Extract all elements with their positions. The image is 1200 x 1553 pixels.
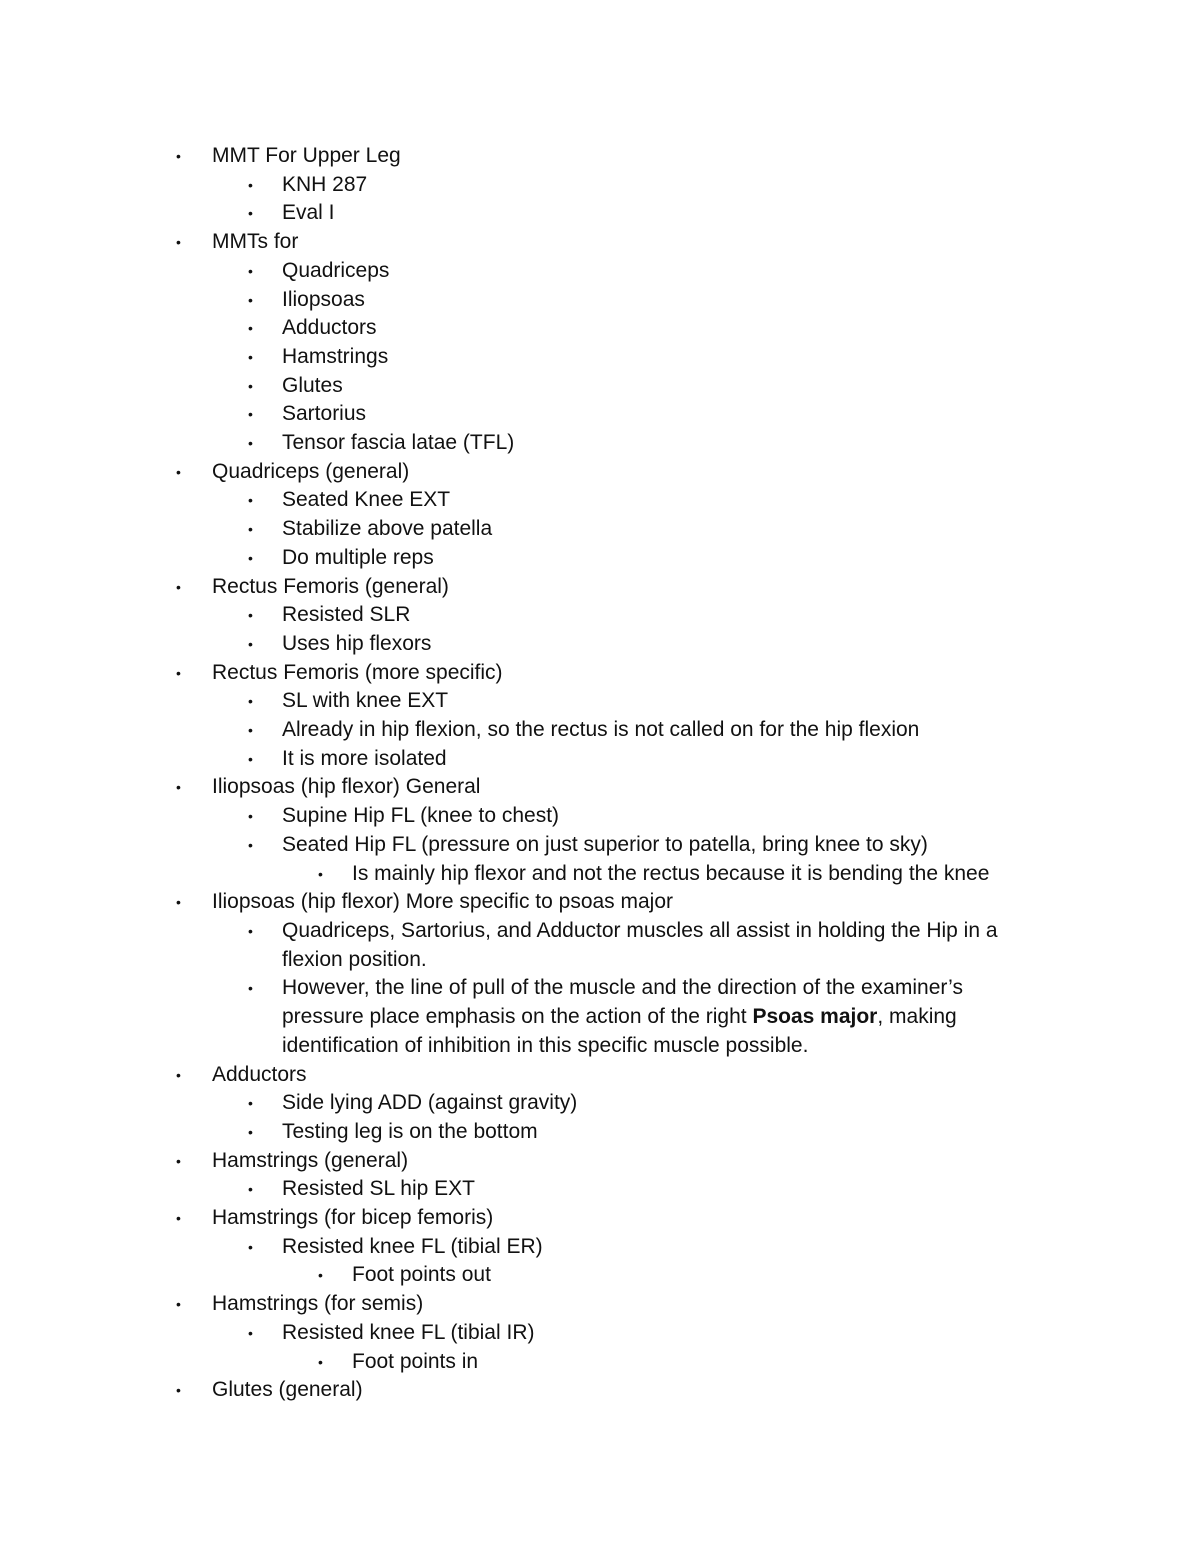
outline-text: MMTs for: [212, 230, 299, 254]
outline-item-level-1: [248, 171, 1200, 200]
outline-text: Supine Hip FL (knee to chest): [282, 804, 560, 828]
outline-text: Side lying ADD (against gravity): [282, 1091, 578, 1115]
outline-item-level-0: [176, 573, 1200, 602]
bullet-icon: •: [248, 1095, 253, 1112]
bullet-icon: •: [248, 808, 253, 825]
outline-item-level-1: [248, 372, 1200, 401]
bullet-icon: •: [248, 176, 253, 193]
bullet-icon: •: [248, 492, 253, 509]
bullet-icon: •: [248, 635, 253, 652]
bullet-icon: •: [248, 320, 253, 337]
outline-text: Foot points out: [352, 1263, 491, 1287]
outline-item-level-1: [248, 1118, 1200, 1147]
outline-text: However, the line of pull of the muscle and the direction of the examiner’s pressure place emphasis on the action of the right: [282, 976, 963, 1029]
outline-text: Hamstrings (general): [212, 1148, 409, 1172]
outline-item-level-0: [176, 228, 1200, 257]
outline-item-level-1: [248, 1089, 1200, 1118]
outline-text: Iliopsoas: [282, 287, 365, 311]
outline-text: Hamstrings: [282, 344, 389, 368]
bullet-icon: •: [248, 377, 253, 394]
bullet-icon: •: [248, 348, 253, 365]
outline-item-level-1: [248, 199, 1200, 228]
outline-text: Seated Knee EXT: [282, 488, 451, 512]
outline-text: It is more isolated: [282, 746, 447, 770]
outline-text: Quadriceps: [282, 258, 390, 282]
bullet-icon: •: [248, 836, 253, 853]
bullet-icon: •: [176, 664, 181, 681]
outline-text: Hamstrings (for semis): [212, 1292, 424, 1316]
outline-text: Adductors: [212, 1062, 307, 1086]
outline-text: Stabilize above patella: [282, 517, 493, 541]
bullet-icon: •: [248, 435, 253, 452]
outline-item-level-1: [248, 1233, 1200, 1262]
outline-text: Seated Hip FL (pressure on just superior to patella, bring knee to sky): [282, 832, 928, 856]
bullet-icon: •: [248, 722, 253, 739]
bullet-icon: •: [248, 750, 253, 767]
outline-item-level-1: [248, 286, 1200, 315]
outline-item-level-1: [248, 601, 1200, 630]
outline-item-level-0: [176, 1204, 1200, 1233]
bullet-icon: •: [248, 1123, 253, 1140]
outline-text: Do multiple reps: [282, 545, 434, 569]
outline-text: Sartorius: [282, 402, 367, 426]
outline-item-level-0: [176, 458, 1200, 487]
bullet-icon: •: [248, 922, 253, 939]
bullet-icon: •: [248, 1238, 253, 1255]
bullet-icon: •: [176, 1382, 181, 1399]
bullet-icon: •: [176, 463, 181, 480]
outline-text: Eval I: [282, 201, 335, 225]
bullet-icon: •: [318, 1267, 323, 1284]
outline-text: Testing leg is on the bottom: [282, 1119, 538, 1143]
outline-item-level-1: [248, 257, 1200, 286]
bullet-icon: •: [176, 1066, 181, 1083]
outline-item-level-1: [248, 1319, 1200, 1348]
outline-item-level-1: [248, 400, 1200, 429]
outline-text: Hamstrings (for bicep femoris): [212, 1206, 494, 1230]
outline-item-level-0: [176, 773, 1200, 802]
outline-text: Quadriceps, Sartorius, and Adductor muscles all assist in holding the Hip in a flexion position.: [282, 918, 998, 971]
outline-item-level-1: [248, 544, 1200, 573]
outline-text: , making identification of inhibition in this specific muscle possible.: [282, 1005, 957, 1057]
outline-item-level-0: [176, 888, 1200, 917]
bullet-icon: •: [248, 205, 253, 222]
outline-text: Foot points in: [352, 1349, 479, 1373]
outline-item-level-0: [176, 1061, 1200, 1090]
outline-text: Resisted knee FL (tibial IR): [282, 1320, 535, 1344]
bullet-icon: •: [248, 693, 253, 710]
bullet-icon: •: [248, 262, 253, 279]
outline-item-level-0: [176, 1376, 1200, 1405]
outline-item-level-1: [248, 687, 1200, 716]
outline-item-level-1: [248, 343, 1200, 372]
outline-item-level-1: [248, 745, 1200, 774]
outline-item-level-1: [248, 515, 1200, 544]
outline-item-level-0: [176, 659, 1200, 688]
outline-text: Uses hip flexors: [282, 631, 432, 655]
bullet-icon: •: [176, 1210, 181, 1227]
bullet-icon: •: [248, 406, 253, 423]
bullet-icon: •: [248, 607, 253, 624]
outline-text: Iliopsoas (hip flexor) More specific to psoas major: [212, 890, 674, 914]
bullet-icon: •: [176, 578, 181, 595]
bullet-icon: •: [176, 234, 181, 251]
bullet-icon: •: [176, 894, 181, 911]
bullet-icon: •: [176, 1296, 181, 1313]
outline-item-level-2: [318, 1348, 1200, 1377]
outline-item-level-1: [248, 802, 1200, 831]
outline-text: Quadriceps (general): [212, 459, 410, 483]
bullet-icon: •: [176, 148, 181, 164]
bullet-icon: •: [248, 1324, 253, 1341]
outline-text: MMT For Upper Leg: [212, 144, 401, 167]
outline-text: Resisted SL hip EXT: [282, 1177, 475, 1201]
outline-text: Rectus Femoris (more specific): [212, 660, 503, 684]
outline-text: Resisted SLR: [282, 603, 411, 627]
outline-text: Is mainly hip flexor and not the rectus because it is bending the knee: [352, 861, 990, 885]
bullet-icon: •: [248, 291, 253, 308]
outline-text: Glutes: [282, 373, 343, 397]
outline-item-level-2: [318, 860, 1200, 889]
bullet-icon: •: [248, 549, 253, 566]
bullet-icon: •: [176, 779, 181, 796]
outline-item-level-0: [176, 1147, 1200, 1176]
outline-text: Glutes (general): [212, 1378, 363, 1402]
outline-text: Tensor fascia latae (TFL): [282, 431, 515, 455]
outline-item-level-1: [248, 917, 1012, 974]
bullet-icon: •: [318, 1353, 323, 1370]
document-page: [0, 142, 1200, 1405]
outline-item-level-1: [248, 831, 1200, 860]
outline-item-level-1: [248, 974, 1012, 1060]
bullet-icon: •: [248, 980, 253, 997]
outline-text: Already in hip flexion, so the rectus is not called on for the hip flexion: [282, 718, 920, 742]
outline-item-level-1: [248, 486, 1200, 515]
bold-term: Psoas major: [752, 1005, 878, 1029]
outline-text: KNH 287: [282, 172, 368, 196]
outline-text: Iliopsoas (hip flexor) General: [212, 775, 481, 799]
outline-text: SL with knee EXT: [282, 689, 449, 713]
outline-item-level-0: [176, 142, 1200, 171]
outline-item-level-0: [176, 1290, 1200, 1319]
outline-text: Adductors: [282, 316, 377, 340]
outline-item-level-2: [318, 1261, 1200, 1290]
bullet-icon: •: [318, 865, 323, 882]
outline-item-level-1: [248, 1175, 1200, 1204]
bullet-icon: •: [248, 1181, 253, 1198]
outline-item-level-1: [248, 630, 1200, 659]
outline-text: Resisted knee FL (tibial ER): [282, 1234, 543, 1258]
outline-item-level-1: [248, 716, 1200, 745]
bullet-icon: •: [176, 1152, 181, 1169]
outline-item-level-1: [248, 429, 1200, 458]
outline-text: Rectus Femoris (general): [212, 574, 449, 598]
outline-item-level-1: [248, 314, 1200, 343]
bullet-icon: •: [248, 521, 253, 538]
